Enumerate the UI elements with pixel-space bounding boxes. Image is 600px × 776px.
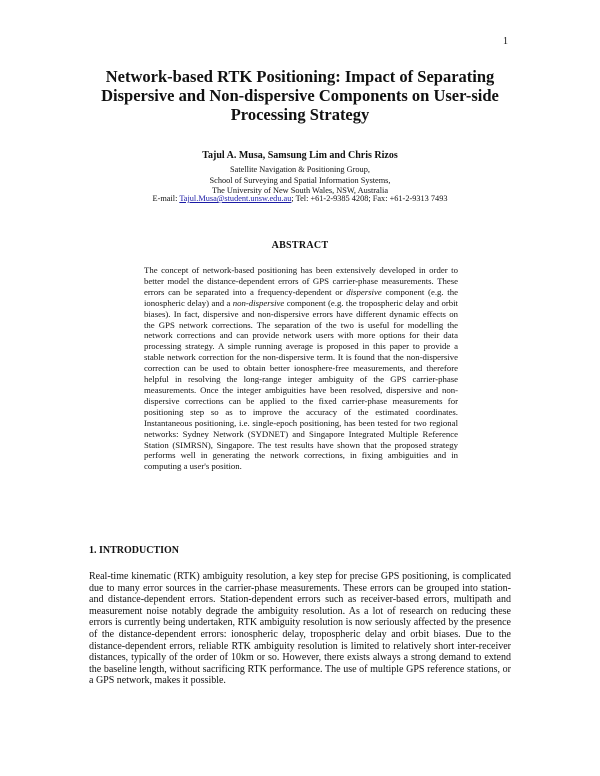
affiliation-group: Satellite Navigation & Positioning Group, bbox=[230, 165, 370, 174]
abstract-text-3: component (e.g. the tropospheric delay and orbit biases). In fact, dispersive and non-dispersive errors have different dynamic effects on the GPS network corrections. The separation of the two is useful for modelling the network corrections and can provide network users with more options for their data processing strategy. A simple running average is proposed in this paper to provide a stable network correction for the non-dispersive term. It is found that the non-dispersive correction can be used to obtain better ionosphere-free measurements, and therefore helpful in resolving the long-range integer ambiguity of the GPS carrier-phase measurements. Once the integer ambiguities have been resolved, dispersive and non-dispersive corrections can be applied to the fixed carrier-phase measurements for positioning step so as to improve the accuracy of the estimated coordinates. Instantaneous positioning, i.e. single-epoch positioning, has been tested for two regional networks: Sydney Network (SYDNET) and Singapore Integrated Multiple Reference Station (SIMRSN), Singapore. The test results have shown that the proposed strategy performs well in generating the network corrections, in fixing ambiguities and in computing a user's position. bbox=[144, 297, 458, 472]
paper-title: Network-based RTK Positioning: Impact of Separating Dispersive and Non-dispersive Components on User-side Processing Strategy bbox=[101, 67, 499, 124]
introduction-paragraph: Real-time kinematic (RTK) ambiguity resolution, a key step for precise GPS positioning, is complicated due to many error sources in the carrier-phase measurements. These errors can be grouped into station- and distance-dependent errors. Station-dependent errors such as receiver-based errors, multipath and measurement noise notably degrade the ambiguity resolution. As a lot of research on reducing these errors is currently being undertaken, RTK ambiguity resolution is now seriously affected by the presence of the distance-dependent errors: ionospheric delay, tropospheric delay and orbit biases. Due to the distance-dependent errors, reliable RTK ambiguity resolution is limited to relatively short inter-receiver distances, typically of the order of 10km or so. However, there exists always a strong demand to extend the baseline length, without sacrificing RTK performance. The use of multiple GPS reference stations, or a GPS network, makes it possible. bbox=[89, 571, 511, 687]
affiliation-university: The University of New South Wales, NSW, Australia bbox=[211, 186, 389, 195]
abstract-text-1: The concept of network-based positioning has been extensively developed in order to better model the distance-dependent errors of GPS carrier-phase measurements. These errors can be separated into a frequency-dependent or bbox=[144, 265, 458, 297]
email-label: E-mail: bbox=[152, 194, 180, 203]
abstract-term-dispersive: dispersive bbox=[346, 286, 382, 297]
email-link[interactable]: Tajul.Musa@student.unsw.edu.au bbox=[179, 194, 292, 203]
affiliation-school: School of Surveying and Spatial Information Systems, bbox=[209, 176, 391, 185]
contact-line bbox=[60, 194, 540, 203]
author-list: Tajul A. Musa, Samsung Lim and Chris Rizos bbox=[202, 150, 398, 161]
abstract-term-non-dispersive: non-dispersive bbox=[232, 297, 285, 308]
abstract-text-2: component (e.g. the ionospheric delay) and a bbox=[144, 286, 458, 308]
page-number: 1 bbox=[503, 36, 508, 47]
phone-fax: ; Tel: +61-2-9385 4208; Fax: +61-2-9313 7493 bbox=[291, 194, 448, 203]
section-heading-introduction: 1. INTRODUCTION bbox=[89, 545, 180, 556]
abstract-body bbox=[144, 265, 458, 472]
abstract-heading: ABSTRACT bbox=[271, 240, 329, 251]
